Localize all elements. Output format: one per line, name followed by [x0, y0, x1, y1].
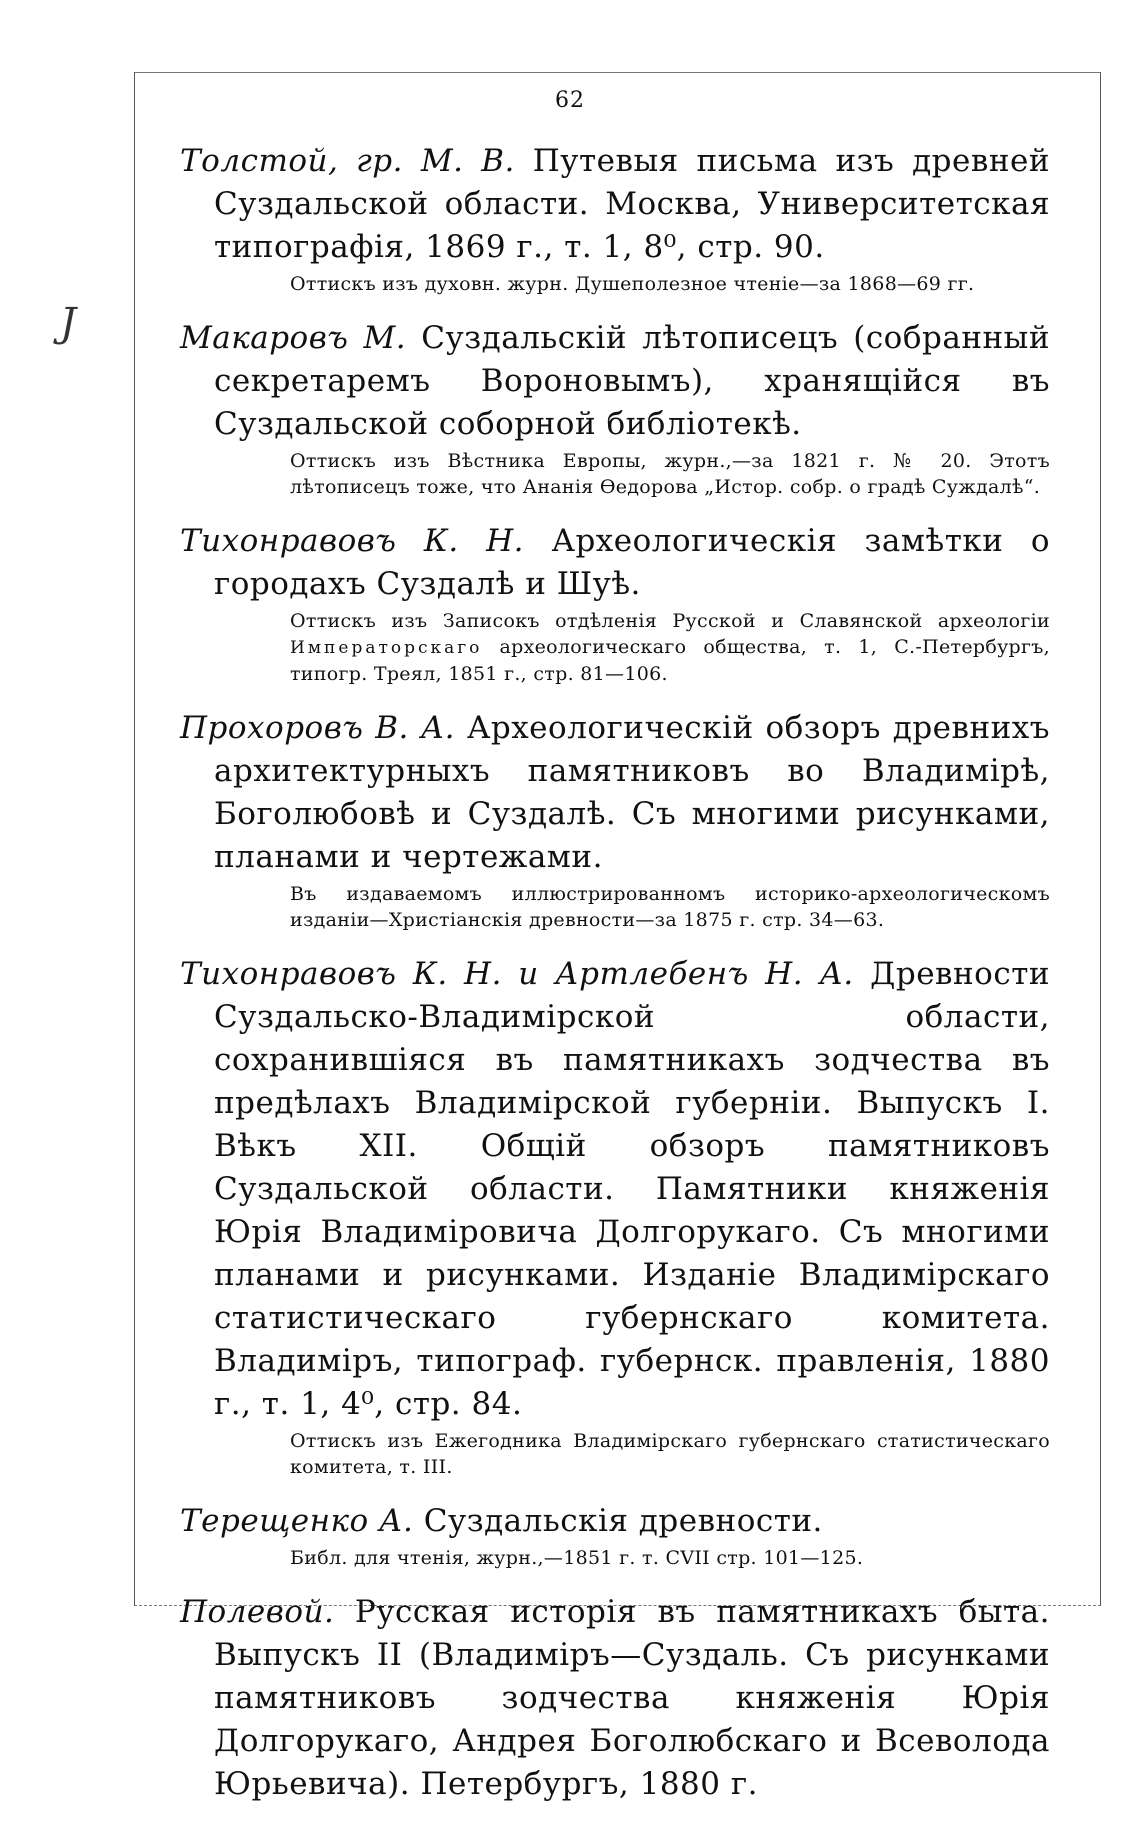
entry-note: Въ издаваемомъ иллюстрированномъ историко-археологическомъ изданіи—Христіанскія древности—за 1875 г. стр. 34—63. [290, 883, 1050, 931]
entry-title: Русская исторія въ памятникахъ быта. Выпускъ II (Владиміръ—Суздаль. Съ рисунками памятниковъ зодчества княженія Юрія Долгорукаго, Андрея Боголюбскаго и Всеволода Юрьевича). Петербургъ, 1880 г. [214, 1594, 1050, 1802]
entry-title: Суздальскія древности. [413, 1503, 823, 1539]
entry-author: Тихонравовъ К. Н. [180, 523, 525, 559]
bibliography-entry [180, 953, 1050, 1480]
entry-note: Оттискъ изъ Вѣстника Европы, журн.,—за 1821 г. № 20. Этотъ лѣтописецъ тоже, что Ананія Ѳедорова „Истор. собр. о градѣ Суждалѣ“. [290, 450, 1050, 498]
bibliography-entry [180, 707, 1050, 933]
entry-title: Археологическій обзоръ древнихъ архитектурныхъ памятниковъ во Владимірѣ, Боголюбовѣ и Суздалѣ. Съ многими рисунками, планами и чертежами. [214, 710, 1051, 875]
entry-note: Оттискъ изъ Записокъ отдѣленія Русской и Славянской археологіи Императорскаго археологическаго общества, т. 1, С.-Петербургъ, типогр. Треял, 1851 г., стр. 81—106. [290, 610, 1050, 685]
entry-author: Прохоровъ В. А. [180, 710, 456, 746]
entry-author: Тихонравовъ К. Н. и Артлебенъ Н. А. [180, 956, 854, 992]
entry-title: Суздальскій лѣтописецъ (собранный секретаремъ Вороновымъ), хранящійся въ Суздальской соборной библіотекѣ. [214, 320, 1050, 442]
entry-author: Макаровъ М. [180, 320, 407, 356]
entry-title: Древности Суздальско-Владимірской области, сохранившіяся въ памятникахъ зодчества въ предѣлахъ Владимірской губерніи. Выпускъ I. Вѣкъ XII. Общій обзоръ памятниковъ Суздальской области. Памятники княженія Юрія Владиміровича Долгорукаго. Съ многими планами и рисунками. Изданіе Владимірскаго статистическаго губернскаго комитета. Владиміръ, типограф. губернск. правленія, 1880 г., т. 1, 4⁰, стр. 84. [214, 956, 1051, 1422]
entry-author: Терещенко А. [180, 1503, 414, 1539]
entry-note: Библ. для чтенія, журн.,—1851 г. т. CVII стр. 101—125. [290, 1547, 864, 1569]
margin-mark: J [60, 300, 77, 346]
bibliography-entry [180, 520, 1050, 687]
entry-title: Археологическія замѣтки о городахъ Суздалѣ и Шуѣ. [214, 523, 1051, 602]
entry-note: Оттискъ изъ Ежегодника Владимірскаго губернскаго статистическаго комитета, т. III. [290, 1430, 1050, 1478]
bibliography-entry [180, 317, 1050, 500]
entry-note: Оттискъ изъ духовн. журн. Душеполезное чтеніе—за 1868—69 гг. [290, 273, 975, 295]
bibliography-entry [180, 1500, 1050, 1571]
entry-title: Путевыя письма изъ древней Суздальской области. Москва, Университетская типографія, 1869 г., т. 1, 8⁰, стр. 90. [214, 143, 1050, 265]
bibliography-entry [180, 140, 1050, 297]
bibliography-entry [180, 1591, 1050, 1806]
entry-author: Полевой. [180, 1594, 335, 1630]
entry-author: Толстой, гр. М. В. [180, 143, 515, 179]
page-number: 62 [555, 88, 585, 113]
bibliography-list [180, 140, 1050, 1826]
